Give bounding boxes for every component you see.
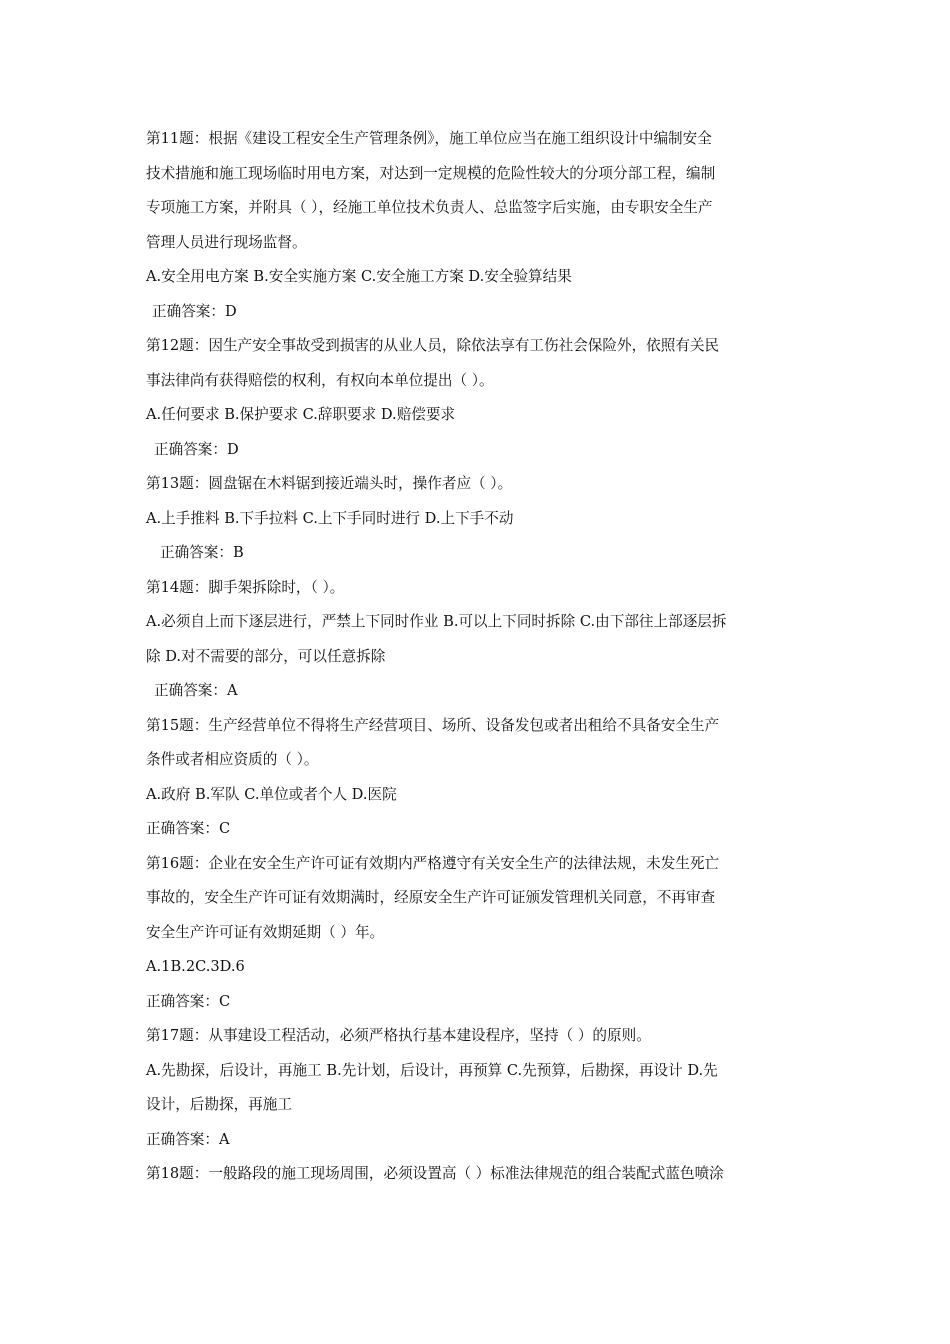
question-13 xyxy=(146,467,810,571)
question-text: 第17题：从事建设工程活动，必须严格执行基本建设程序，坚持（ ）的原则。 xyxy=(146,1027,651,1044)
question-options: 除 D.对不需要的部分，可以任意拆除 xyxy=(146,647,386,665)
question-text: 第16题：企业在安全生产许可证有效期内严格遵守有关安全生产的法律法规，未发生死亡 xyxy=(146,854,720,872)
question-17 xyxy=(146,1019,810,1157)
question-text: 第13题：圆盘锯在木料锯到接近端头时，操作者应（ ）。 xyxy=(146,475,513,492)
question-options: A.安全用电方案 B.安全实施方案 C.安全施工方案 D.安全验算结果 xyxy=(146,268,572,285)
question-12 xyxy=(146,329,810,467)
question-answer: 正确答案：A xyxy=(146,1130,230,1148)
question-14 xyxy=(146,571,810,709)
question-15 xyxy=(146,709,810,847)
question-answer: 正确答案：D xyxy=(152,302,237,320)
question-11 xyxy=(146,122,810,329)
question-18 xyxy=(146,1157,810,1192)
question-16 xyxy=(146,847,810,1020)
question-text: 第18题：一般路段的施工现场周围，必须设置高（ ）标准法律规范的组合装配式蓝色喷涂 xyxy=(146,1165,724,1182)
question-options: A.上手推料 B.下手拉料 C.上下手同时进行 D.上下手不动 xyxy=(146,509,514,527)
question-answer: 正确答案：B xyxy=(160,544,244,561)
question-answer: 正确答案：C xyxy=(146,992,231,1010)
document-page xyxy=(146,122,810,1192)
question-text: 事故的，安全生产许可证有效期满时，经原安全生产许可证颁发管理机关同意，不再审查 xyxy=(146,889,716,906)
question-options: A.先勘探，后设计，再施工 B.先计划，后设计，再预算 C.先预算，后勘探，再设计 D.先 xyxy=(146,1061,718,1079)
question-text: 第11题：根据《建设工程安全生产管理条例》，施工单位应当在施工组织设计中编制安全 xyxy=(146,130,712,147)
question-options: A.政府 B.军队 C.单位或者个人 D.医院 xyxy=(146,785,397,803)
question-options: A.必须自上而下逐层进行，严禁上下同时作业 B.可以上下同时拆除 C.由下部往上部逐层拆 xyxy=(146,613,727,630)
question-text: 条件或者相应资质的（ ）。 xyxy=(146,751,319,768)
question-text: 第12题：因生产安全事故受到损害的从业人员，除依法享有工伤社会保险外，依照有关民 xyxy=(146,337,720,354)
question-answer: 正确答案：D xyxy=(154,440,239,458)
question-text: 专项施工方案，并附具（ ），经施工单位技术负责人、总监签字后实施，由专职安全生产 xyxy=(146,199,713,216)
question-options: A.任何要求 B.保护要求 C.辞职要求 D.赔偿要求 xyxy=(146,406,456,423)
question-text: 技术措施和施工现场临时用电方案，对达到一定规模的危险性较大的分项分部工程，编制 xyxy=(146,164,716,182)
question-text: 事法律尚有获得赔偿的权利，有权向本单位提出（ ）。 xyxy=(146,371,494,389)
question-answer: 正确答案：C xyxy=(146,820,231,837)
question-text: 管理人员进行现场监督。 xyxy=(146,233,307,251)
question-text: 安全生产许可证有效期延期（ ）年。 xyxy=(146,923,385,941)
question-text: 第14题：脚手架拆除时，（ ）。 xyxy=(146,578,345,596)
question-options: A.1B.2C.3D.6 xyxy=(146,958,245,975)
question-options: 设计，后勘探，再施工 xyxy=(146,1096,292,1113)
question-answer: 正确答案：A xyxy=(154,682,238,699)
question-text: 第15题：生产经营单位不得将生产经营项目、场所、设备发包或者出租给不具备安全生产 xyxy=(146,716,720,734)
